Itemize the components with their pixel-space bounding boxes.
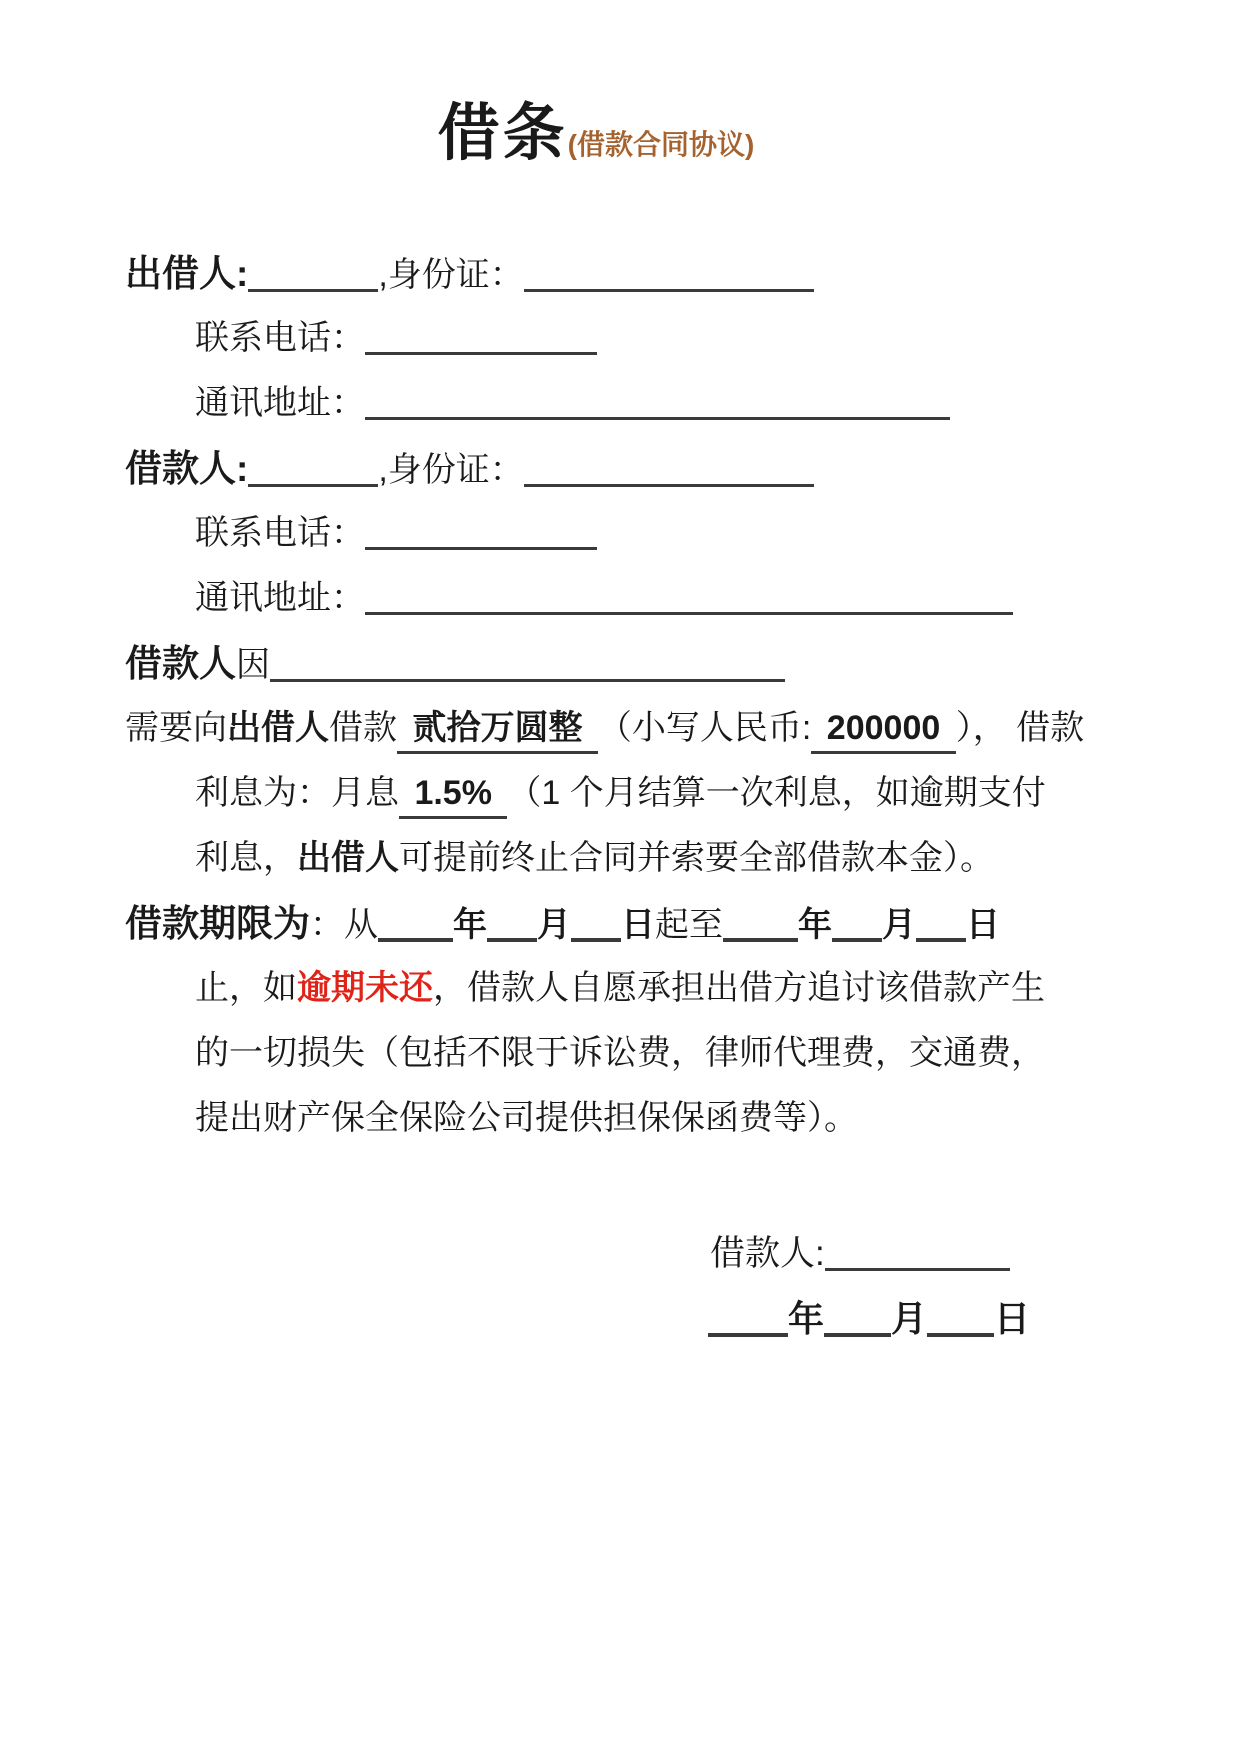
loan-term-row <box>0 891 1240 956</box>
borrower-row <box>0 436 1240 501</box>
text-run: ）， 借款 <box>955 709 1085 747</box>
text-run: 利息为：月息 <box>195 774 399 812</box>
text-run: ，借款人自愿承担出借方追讨该借款产生 <box>433 969 1045 1007</box>
overdue-row <box>0 956 1240 1021</box>
text-run: 的一切损失（包括不限于诉讼费，律师代理费，交通费， <box>195 1034 1045 1072</box>
overdue-warning-text: 逾期未还 <box>297 969 433 1007</box>
title-subtitle: (借款合同协议) <box>567 129 755 160</box>
signature-name-row <box>0 1221 1240 1286</box>
text-run: 贰拾万圆整 <box>397 709 598 754</box>
text-run: 日 <box>621 906 655 944</box>
interest-row-2 <box>0 826 1240 891</box>
borrower-phone-row <box>0 501 1240 566</box>
blank-field <box>248 484 378 487</box>
interest-row-1 <box>0 761 1240 826</box>
text-run: 月 <box>537 906 571 944</box>
lender-phone-row <box>0 306 1240 371</box>
text-run: 200000 <box>811 709 955 754</box>
title-main: 借条 <box>437 99 568 168</box>
blank-field <box>708 1333 788 1337</box>
text-run: 月 <box>882 906 916 944</box>
text-run: 年 <box>798 906 832 944</box>
blank-field <box>487 938 537 942</box>
text-run: 借款人: <box>125 448 249 489</box>
text-run: ,身份证： <box>378 451 524 489</box>
blank-field <box>927 1333 994 1337</box>
text-run: 利息， <box>195 839 297 877</box>
text-run: 联系电话： <box>195 514 365 552</box>
blank-field <box>916 938 966 942</box>
text-run: 因 <box>236 646 270 684</box>
text-run: 年 <box>453 906 487 944</box>
text-run: 年 <box>788 1298 825 1339</box>
text-run: ,身份证： <box>378 256 524 294</box>
text-run: 出借人: <box>125 253 249 294</box>
text-run: 通讯地址： <box>195 384 365 422</box>
text-run: 止，如 <box>195 969 297 1007</box>
text-run: 借款 <box>329 709 397 747</box>
blank-field <box>365 417 950 420</box>
text-run: 联系电话： <box>195 319 365 357</box>
text-run: （1 个月结算一次利息，如逾期支付 <box>507 774 1046 812</box>
borrower-address-row <box>0 566 1240 631</box>
text-run: 需要向 <box>125 709 227 747</box>
signature-date-row <box>0 1286 1240 1351</box>
blank-field <box>723 938 798 942</box>
blank-field <box>248 289 378 292</box>
reason-row <box>0 631 1240 696</box>
text-run: 日 <box>966 906 1000 944</box>
blank-field <box>571 938 621 942</box>
text-run: 借款人: <box>710 1234 825 1273</box>
loan-amount-row <box>0 696 1240 761</box>
text-run: 1.5% <box>399 774 507 819</box>
text-run: 提出财产保全保险公司提供担保保函费等）。 <box>195 1099 858 1137</box>
lender-address-row <box>0 371 1240 436</box>
text-run: 可提前终止合同并索要全部借款本金）。 <box>399 839 994 877</box>
blank-field <box>365 352 597 355</box>
text-run: ：从 <box>310 906 378 944</box>
document-title <box>0 95 1216 184</box>
blank-field <box>824 1333 891 1337</box>
blank-field <box>378 938 453 942</box>
text-run: 月 <box>891 1298 928 1339</box>
lender-row <box>0 241 1240 306</box>
guarantee-row <box>0 1086 1240 1151</box>
blank-field <box>365 612 1013 615</box>
text-run: 借款人 <box>125 643 236 684</box>
text-run: （小写人民币: <box>597 709 812 747</box>
text-run: 日 <box>994 1298 1031 1339</box>
blank-field <box>270 679 785 682</box>
blank-field <box>524 289 814 292</box>
text-run: 出借人 <box>227 709 329 747</box>
blank-field <box>524 484 814 487</box>
blank-field <box>825 1268 1010 1271</box>
blank-field <box>365 547 597 550</box>
text-run: 通讯地址： <box>195 579 365 617</box>
loss-row <box>0 1021 1240 1086</box>
text-run: 借款期限为 <box>125 903 310 944</box>
text-run: 起至 <box>655 906 723 944</box>
blank-field <box>832 938 882 942</box>
text-run: 出借人 <box>297 839 399 877</box>
